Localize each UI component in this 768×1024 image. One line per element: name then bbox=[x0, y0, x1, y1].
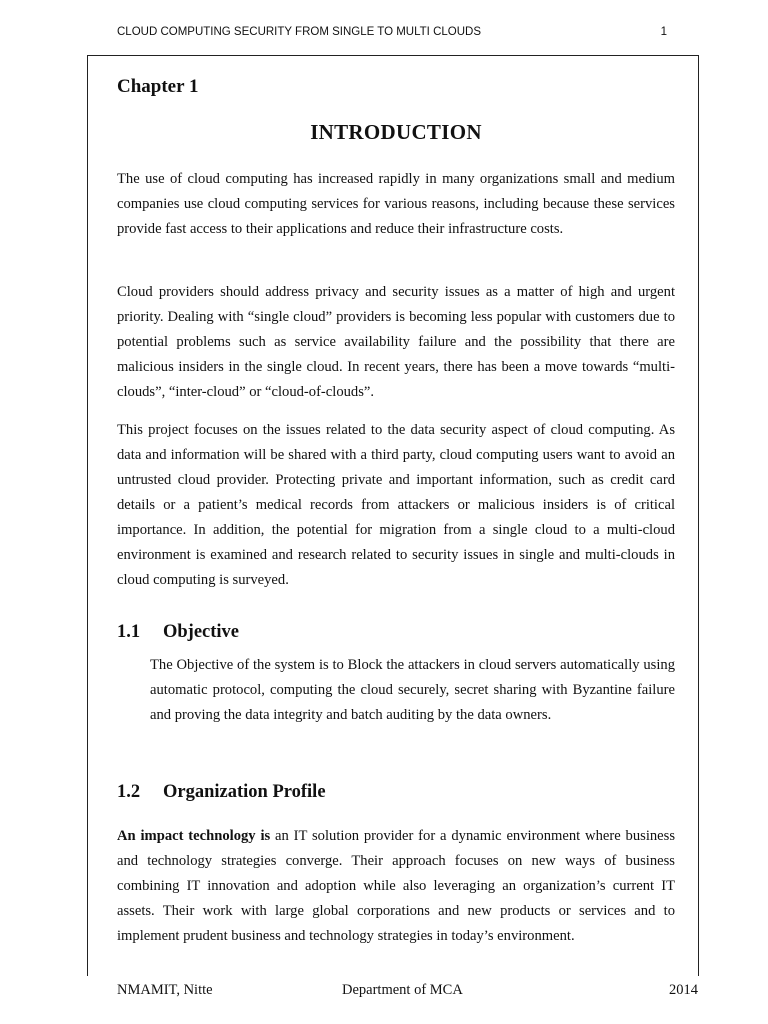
section-number: 1.1 bbox=[117, 622, 141, 642]
section-heading-objective bbox=[117, 622, 239, 643]
page-number: 1 bbox=[660, 26, 667, 38]
intro-paragraph-2: Cloud providers should address privacy and security issues as a matter of high and urgent priority. Dealing with “single cloud” providers is becoming less popular with customers due to potential problems such as service availability failure and the possibility that there are malicious insiders in the single cloud. In recent years, there has been a move towards “multi-clouds”, “inter-cloud” or “cloud-of-clouds”. bbox=[117, 284, 675, 400]
chapter-title: INTRODUCTION bbox=[310, 120, 482, 144]
section-number: 1.2 bbox=[117, 782, 141, 802]
intro-paragraph-3: This project focuses on the issues related to the data security aspect of cloud computing. As data and information will be shared with a third party, cloud computing users want to avoid an untrusted cloud provider. Protecting private and important information, such as credit card details or a patient’s medical records from attackers or malicious insiders is of critical importance. In addition, the potential for migration from a single cloud to a multi-cloud environment is examined and research related to security issues in single and multi-clouds in cloud computing is surveyed. bbox=[117, 422, 675, 588]
organization-paragraph bbox=[117, 824, 675, 949]
section-heading-organization bbox=[117, 782, 326, 803]
intro-paragraph-1: The use of cloud computing has increased rapidly in many organizations small and medium companies use cloud computing services for various reasons, including because these services provide fast access to their applications and reduce their infrastructure costs. bbox=[117, 171, 675, 237]
section-title: Organization Profile bbox=[163, 782, 326, 802]
chapter-label: Chapter 1 bbox=[117, 76, 199, 97]
objective-paragraph: The Objective of the system is to Block the attackers in cloud servers automatically using automatic protocol, computing the cloud securely, secret sharing with Byzantine failure and proving the data integrity and batch auditing by the data owners. bbox=[150, 657, 675, 723]
section-title: Objective bbox=[163, 622, 240, 642]
running-header-title: CLOUD COMPUTING SECURITY FROM SINGLE TO MULTI CLOUDS bbox=[117, 26, 481, 38]
organization-text: an IT solution provider for a dynamic environment where business and technology strategies converge. Their approach focuses on new ways of business combining IT innovation and adoption while also leveraging an organization’s current IT assets. Their work with large global corporations and new products or services and to implement prudent business and technology strategies in today’s environment. bbox=[117, 828, 676, 944]
footer-institution: NMAMIT, Nitte bbox=[117, 982, 213, 998]
footer-department: Department of MCA bbox=[342, 982, 463, 998]
footer-year: 2014 bbox=[669, 982, 698, 998]
company-name-bold: An impact technology is bbox=[117, 828, 271, 844]
